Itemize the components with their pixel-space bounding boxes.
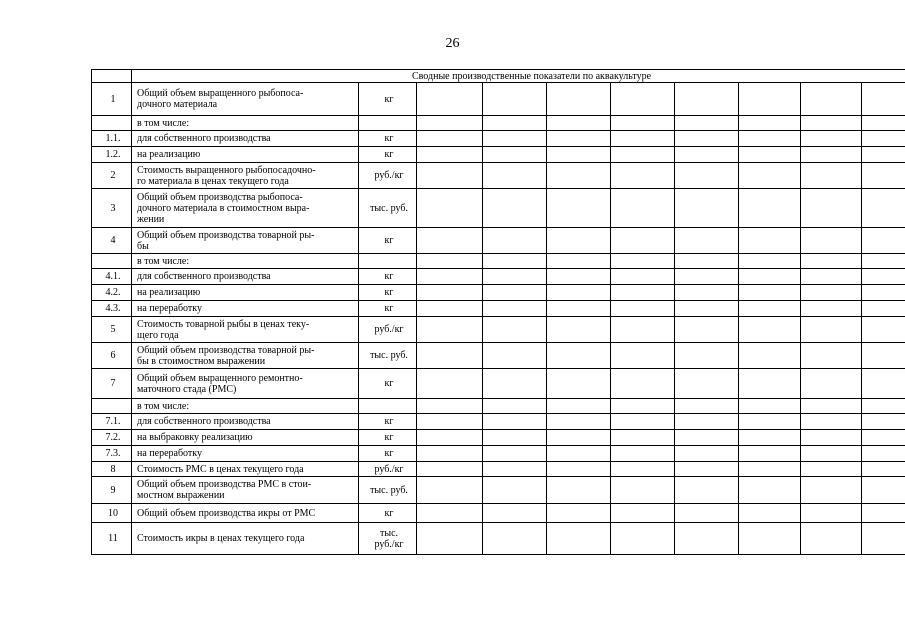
value-cell[interactable] <box>675 285 739 301</box>
unit-cell: тыс. руб. <box>359 477 417 504</box>
value-cell[interactable] <box>483 163 547 189</box>
value-cell[interactable] <box>483 504 547 523</box>
value-cell[interactable] <box>611 430 675 446</box>
value-cell[interactable] <box>675 189 739 228</box>
value-cell[interactable] <box>862 462 905 477</box>
value-cell[interactable] <box>417 477 483 504</box>
table-row <box>92 301 905 317</box>
value-cell[interactable] <box>675 446 739 462</box>
value-cell[interactable] <box>547 285 611 301</box>
indicator-name-cell: для собственного производства <box>132 414 359 430</box>
row-number-cell: 1.1. <box>92 131 132 147</box>
value-cell[interactable] <box>739 163 801 189</box>
value-cell[interactable] <box>547 399 611 414</box>
value-cell[interactable] <box>801 301 862 317</box>
row-number-cell: 1.2. <box>92 147 132 163</box>
value-cell[interactable] <box>483 254 547 269</box>
value-cell[interactable] <box>675 523 739 555</box>
value-cell[interactable] <box>611 317 675 343</box>
row-number-cell: 7.1. <box>92 414 132 430</box>
value-cell[interactable] <box>739 147 801 163</box>
value-cell[interactable] <box>801 116 862 131</box>
value-cell[interactable] <box>547 446 611 462</box>
value-cell[interactable] <box>862 254 905 269</box>
value-cell[interactable] <box>483 228 547 254</box>
indicator-name-cell: на реализацию <box>132 147 359 163</box>
indicator-name-cell: Общий объем производства рыбопоса- дочного материала в стоимостном выра- жении <box>132 189 359 228</box>
table-row <box>92 399 905 414</box>
indicator-name-cell: Стоимость выращенного рыбопосадочно- го материала в ценах текущего года <box>132 163 359 189</box>
unit-cell: кг <box>359 228 417 254</box>
value-cell[interactable] <box>739 430 801 446</box>
indicator-name-cell: Общий объем производства товарной ры- бы в стоимостном выражении <box>132 343 359 369</box>
value-cell[interactable] <box>739 228 801 254</box>
value-cell[interactable] <box>739 462 801 477</box>
value-cell[interactable] <box>417 131 483 147</box>
table-row <box>92 523 905 555</box>
value-cell[interactable] <box>417 317 483 343</box>
value-cell[interactable] <box>675 301 739 317</box>
table-row <box>92 254 905 269</box>
value-cell[interactable] <box>862 83 905 116</box>
indicator-name-cell: Общий объем выращенного ремонтно- маточного стада (РМС) <box>132 369 359 399</box>
indicator-name-cell: в том числе: <box>132 399 359 414</box>
indicator-name-cell: Общий объем производства товарной ры- бы <box>132 228 359 254</box>
value-cell[interactable] <box>862 147 905 163</box>
value-cell[interactable] <box>611 369 675 399</box>
table-row <box>92 414 905 430</box>
row-number-cell: 8 <box>92 462 132 477</box>
value-cell[interactable] <box>611 523 675 555</box>
value-cell[interactable] <box>675 343 739 369</box>
value-cell[interactable] <box>547 189 611 228</box>
value-cell[interactable] <box>483 399 547 414</box>
value-cell[interactable] <box>483 116 547 131</box>
table-row <box>92 228 905 254</box>
value-cell[interactable] <box>675 147 739 163</box>
value-cell[interactable] <box>483 462 547 477</box>
row-number-cell: 4.1. <box>92 269 132 285</box>
value-cell[interactable] <box>483 147 547 163</box>
value-cell[interactable] <box>611 414 675 430</box>
indicator-name-cell: Стоимость РМС в ценах текущего года <box>132 462 359 477</box>
value-cell[interactable] <box>483 523 547 555</box>
value-cell[interactable] <box>739 131 801 147</box>
row-number-cell: 2 <box>92 163 132 189</box>
unit-cell: кг <box>359 504 417 523</box>
value-cell[interactable] <box>483 446 547 462</box>
value-cell[interactable] <box>739 189 801 228</box>
value-cell[interactable] <box>547 116 611 131</box>
value-cell[interactable] <box>801 269 862 285</box>
value-cell[interactable] <box>483 189 547 228</box>
indicator-name-cell: на переработку <box>132 301 359 317</box>
page-number: 26 <box>445 36 460 51</box>
row-number-cell: 4 <box>92 228 132 254</box>
row-number-cell: 5 <box>92 317 132 343</box>
value-cell[interactable] <box>483 131 547 147</box>
value-cell[interactable] <box>801 228 862 254</box>
value-cell[interactable] <box>801 430 862 446</box>
value-cell[interactable] <box>739 285 801 301</box>
value-cell[interactable] <box>547 131 611 147</box>
value-cell[interactable] <box>611 446 675 462</box>
value-cell[interactable] <box>675 116 739 131</box>
row-number-cell: 1 <box>92 83 132 116</box>
value-cell[interactable] <box>417 504 483 523</box>
unit-cell <box>359 399 417 414</box>
value-cell[interactable] <box>862 116 905 131</box>
unit-cell: кг <box>359 414 417 430</box>
value-cell[interactable] <box>801 285 862 301</box>
value-cell[interactable] <box>611 131 675 147</box>
value-cell[interactable] <box>675 83 739 116</box>
value-cell[interactable] <box>739 83 801 116</box>
table-row <box>92 504 905 523</box>
value-cell[interactable] <box>739 317 801 343</box>
table-row <box>92 147 905 163</box>
row-number-cell: 11 <box>92 523 132 555</box>
value-cell[interactable] <box>611 343 675 369</box>
value-cell[interactable] <box>862 131 905 147</box>
value-cell[interactable] <box>417 369 483 399</box>
value-cell[interactable] <box>417 269 483 285</box>
value-cell[interactable] <box>801 163 862 189</box>
value-cell[interactable] <box>547 83 611 116</box>
value-cell[interactable] <box>801 462 862 477</box>
value-cell[interactable] <box>547 301 611 317</box>
unit-cell: тыс. руб. <box>359 189 417 228</box>
row-number-cell: 7.3. <box>92 446 132 462</box>
value-cell[interactable] <box>862 228 905 254</box>
value-cell[interactable] <box>862 369 905 399</box>
value-cell[interactable] <box>417 163 483 189</box>
value-cell[interactable] <box>739 301 801 317</box>
value-cell[interactable] <box>801 343 862 369</box>
value-cell[interactable] <box>547 477 611 504</box>
indicator-name-cell: Стоимость товарной рыбы в ценах теку- щего года <box>132 317 359 343</box>
value-cell[interactable] <box>675 131 739 147</box>
unit-cell: кг <box>359 147 417 163</box>
table-header-row <box>92 70 905 83</box>
indicator-name-cell: на переработку <box>132 446 359 462</box>
value-cell[interactable] <box>547 269 611 285</box>
table-row <box>92 131 905 147</box>
value-cell[interactable] <box>739 343 801 369</box>
value-cell[interactable] <box>675 399 739 414</box>
value-cell[interactable] <box>801 131 862 147</box>
unit-cell: тыс. руб./кг <box>359 523 417 555</box>
unit-cell: кг <box>359 369 417 399</box>
value-cell[interactable] <box>417 462 483 477</box>
value-cell[interactable] <box>611 254 675 269</box>
table-row <box>92 163 905 189</box>
value-cell[interactable] <box>547 523 611 555</box>
value-cell[interactable] <box>739 504 801 523</box>
row-number-cell: 7.2. <box>92 430 132 446</box>
value-cell[interactable] <box>417 430 483 446</box>
header-blank-cell <box>92 70 132 83</box>
value-cell[interactable] <box>675 163 739 189</box>
unit-cell: руб./кг <box>359 462 417 477</box>
value-cell[interactable] <box>862 414 905 430</box>
value-cell[interactable] <box>611 116 675 131</box>
value-cell[interactable] <box>483 414 547 430</box>
value-cell[interactable] <box>611 163 675 189</box>
unit-cell: кг <box>359 269 417 285</box>
table-row <box>92 477 905 504</box>
value-cell[interactable] <box>862 189 905 228</box>
value-cell[interactable] <box>862 317 905 343</box>
value-cell[interactable] <box>801 414 862 430</box>
value-cell[interactable] <box>675 228 739 254</box>
table-body <box>92 83 905 555</box>
value-cell[interactable] <box>611 399 675 414</box>
unit-cell: кг <box>359 131 417 147</box>
value-cell[interactable] <box>739 269 801 285</box>
table-row <box>92 116 905 131</box>
value-cell[interactable] <box>547 317 611 343</box>
value-cell[interactable] <box>739 116 801 131</box>
value-cell[interactable] <box>547 430 611 446</box>
value-cell[interactable] <box>417 446 483 462</box>
value-cell[interactable] <box>611 462 675 477</box>
unit-cell: кг <box>359 301 417 317</box>
value-cell[interactable] <box>675 369 739 399</box>
row-number-cell: 6 <box>92 343 132 369</box>
row-number-cell: 4.3. <box>92 301 132 317</box>
value-cell[interactable] <box>739 369 801 399</box>
value-cell[interactable] <box>547 163 611 189</box>
value-cell[interactable] <box>417 147 483 163</box>
value-cell[interactable] <box>801 399 862 414</box>
value-cell[interactable] <box>417 83 483 116</box>
value-cell[interactable] <box>483 317 547 343</box>
value-cell[interactable] <box>547 147 611 163</box>
indicator-name-cell: Стоимость икры в ценах текущего года <box>132 523 359 555</box>
unit-cell: руб./кг <box>359 317 417 343</box>
value-cell[interactable] <box>611 83 675 116</box>
value-cell[interactable] <box>483 301 547 317</box>
unit-cell: тыс. руб. <box>359 343 417 369</box>
indicator-name-cell: на выбраковку реализацию <box>132 430 359 446</box>
table-header-title: Сводные производственные показатели по аквакультуре <box>132 70 905 83</box>
value-cell[interactable] <box>675 269 739 285</box>
value-cell[interactable] <box>547 254 611 269</box>
value-cell[interactable] <box>801 317 862 343</box>
value-cell[interactable] <box>611 477 675 504</box>
value-cell[interactable] <box>675 254 739 269</box>
table-row <box>92 83 905 116</box>
value-cell[interactable] <box>862 446 905 462</box>
value-cell[interactable] <box>862 523 905 555</box>
row-number-cell: 10 <box>92 504 132 523</box>
value-cell[interactable] <box>801 446 862 462</box>
value-cell[interactable] <box>611 301 675 317</box>
value-cell[interactable] <box>611 504 675 523</box>
value-cell[interactable] <box>675 504 739 523</box>
value-cell[interactable] <box>862 504 905 523</box>
value-cell[interactable] <box>611 189 675 228</box>
value-cell[interactable] <box>862 477 905 504</box>
value-cell[interactable] <box>483 369 547 399</box>
value-cell[interactable] <box>417 116 483 131</box>
value-cell[interactable] <box>417 228 483 254</box>
row-number-cell: 9 <box>92 477 132 504</box>
value-cell[interactable] <box>417 414 483 430</box>
value-cell[interactable] <box>739 399 801 414</box>
table-row <box>92 285 905 301</box>
value-cell[interactable] <box>862 269 905 285</box>
table-row <box>92 189 905 228</box>
value-cell[interactable] <box>675 317 739 343</box>
unit-cell: кг <box>359 446 417 462</box>
value-cell[interactable] <box>417 254 483 269</box>
value-cell[interactable] <box>862 399 905 414</box>
value-cell[interactable] <box>611 147 675 163</box>
value-cell[interactable] <box>739 254 801 269</box>
indicator-name-cell: в том числе: <box>132 116 359 131</box>
aquaculture-summary-table <box>91 69 905 555</box>
indicator-name-cell: для собственного производства <box>132 269 359 285</box>
value-cell[interactable] <box>862 430 905 446</box>
table-row <box>92 462 905 477</box>
value-cell[interactable] <box>483 343 547 369</box>
row-number-cell: 7 <box>92 369 132 399</box>
indicator-name-cell: Общий объем выращенного рыбопоса- дочного материала <box>132 83 359 116</box>
value-cell[interactable] <box>483 83 547 116</box>
row-number-cell <box>92 399 132 414</box>
value-cell[interactable] <box>801 523 862 555</box>
value-cell[interactable] <box>801 369 862 399</box>
value-cell[interactable] <box>611 269 675 285</box>
value-cell[interactable] <box>547 462 611 477</box>
value-cell[interactable] <box>862 343 905 369</box>
indicator-name-cell: для собственного производства <box>132 131 359 147</box>
row-number-cell <box>92 254 132 269</box>
value-cell[interactable] <box>547 414 611 430</box>
value-cell[interactable] <box>675 414 739 430</box>
value-cell[interactable] <box>862 285 905 301</box>
value-cell[interactable] <box>739 477 801 504</box>
value-cell[interactable] <box>417 343 483 369</box>
value-cell[interactable] <box>483 477 547 504</box>
value-cell[interactable] <box>801 83 862 116</box>
value-cell[interactable] <box>801 147 862 163</box>
value-cell[interactable] <box>547 504 611 523</box>
unit-cell <box>359 254 417 269</box>
value-cell[interactable] <box>862 301 905 317</box>
value-cell[interactable] <box>483 285 547 301</box>
indicator-name-cell: Общий объем производства икры от РМС <box>132 504 359 523</box>
value-cell[interactable] <box>801 189 862 228</box>
value-cell[interactable] <box>801 477 862 504</box>
unit-cell: руб./кг <box>359 163 417 189</box>
value-cell[interactable] <box>483 269 547 285</box>
table-row <box>92 430 905 446</box>
value-cell[interactable] <box>739 414 801 430</box>
value-cell[interactable] <box>739 446 801 462</box>
value-cell[interactable] <box>862 163 905 189</box>
unit-cell <box>359 116 417 131</box>
row-number-cell: 4.2. <box>92 285 132 301</box>
table-row <box>92 317 905 343</box>
value-cell[interactable] <box>611 285 675 301</box>
table-row <box>92 269 905 285</box>
table-row <box>92 343 905 369</box>
value-cell[interactable] <box>739 523 801 555</box>
value-cell[interactable] <box>547 228 611 254</box>
indicator-name-cell: в том числе: <box>132 254 359 269</box>
value-cell[interactable] <box>417 189 483 228</box>
table-row <box>92 369 905 399</box>
table-row <box>92 446 905 462</box>
indicator-name-cell: на реализацию <box>132 285 359 301</box>
value-cell[interactable] <box>801 504 862 523</box>
value-cell[interactable] <box>801 254 862 269</box>
value-cell[interactable] <box>417 285 483 301</box>
row-number-cell: 3 <box>92 189 132 228</box>
value-cell[interactable] <box>417 523 483 555</box>
unit-cell: кг <box>359 430 417 446</box>
value-cell[interactable] <box>547 343 611 369</box>
row-number-cell <box>92 116 132 131</box>
unit-cell: кг <box>359 83 417 116</box>
unit-cell: кг <box>359 285 417 301</box>
value-cell[interactable] <box>547 369 611 399</box>
value-cell[interactable] <box>417 301 483 317</box>
value-cell[interactable] <box>417 399 483 414</box>
value-cell[interactable] <box>675 430 739 446</box>
value-cell[interactable] <box>611 228 675 254</box>
indicator-name-cell: Общий объем производства РМС в стои- мостном выражении <box>132 477 359 504</box>
value-cell[interactable] <box>675 462 739 477</box>
value-cell[interactable] <box>483 430 547 446</box>
value-cell[interactable] <box>675 477 739 504</box>
